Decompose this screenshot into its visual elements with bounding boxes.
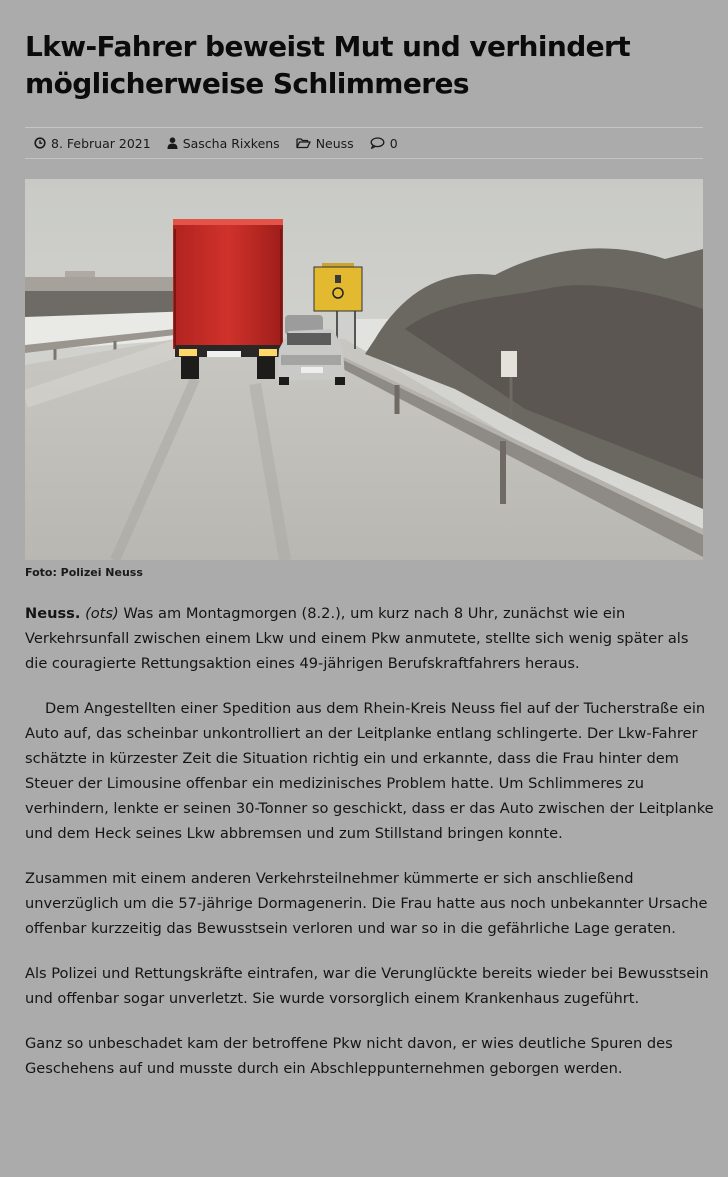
date-text: 8. Februar 2021: [51, 135, 151, 151]
paragraph: Als Polizei und Rettungskräfte eintrafen, war die Verunglückte bereits wieder bei Bewusstsein und offenbar sogar unverletzt. Sie wurde vorsorglich einem Krankenhaus zugeführt.: [25, 965, 709, 1007]
comment-icon: [370, 137, 385, 149]
photo-caption: Foto: Polizei Neuss: [25, 566, 143, 579]
user-icon: [167, 137, 178, 149]
paragraph: Zusammen mit einem anderen Verkehrsteilnehmer kümmerte er sich anschließend unverzüglich um die 57-jährige Dormagenerin. Die Frau hatte aus noch unbekannter Ursache offenbar kurzzeitig das Bewusstsein verloren und war so in die gefährliche Lage geraten.: [25, 870, 708, 937]
meta-category[interactable]: [296, 136, 354, 151]
paragraph: Dem Angestellten einer Spedition aus dem Rhein-Kreis Neuss fiel auf der Tucherstraße ein Auto auf, das scheinbar unkontrolliert an der Leitplanke entlang schlingerte. Der Lkw-Fahrer schätzte in kürzester Zeit die Situation richtig ein und erkannte, dass die Frau hinter dem Steuer der Limousine offenbar ein medizinisches Problem hatte. Um Schlimmeres zu verhindern, lenkte er seinen 30-Tonner so geschickt, dass er das Auto zwischen der Leitplanke und dem Heck seines Lkw abbremsen und zum Stillstand bringen konnte.: [25, 700, 714, 842]
article-title: Lkw-Fahrer beweist Mut und verhindert möglicherweise Schlimmeres: [25, 30, 631, 100]
meta-author[interactable]: [167, 136, 280, 151]
clock-icon: [34, 137, 46, 149]
paragraph-text: Was am Montagmorgen (8.2.), um kurz nach 8 Uhr, zunächst wie ein Verkehrsunfall zwischen einem Lkw und einem Pkw anmutete, stellte sich wenig später als die couragierte Rettungsaktion eines 49-jährigen Berufskraftfahrers heraus.: [25, 605, 689, 672]
paragraph: Ganz so unbeschadet kam der betroffene Pkw nicht davon, er wies deutliche Spuren des Geschehens auf und musste durch ein Abschleppunternehmen geborgen werden.: [25, 1035, 673, 1077]
author-link[interactable]: Sascha Rixkens: [182, 135, 280, 151]
article-meta: [25, 127, 703, 159]
meta-date: [34, 136, 151, 151]
article-body: [25, 601, 715, 1101]
paragraph: [25, 601, 715, 676]
dateline-place: Neuss.: [25, 605, 81, 622]
meta-comments[interactable]: [370, 136, 398, 151]
comments-count[interactable]: 0: [389, 135, 398, 151]
dateline-source: (ots): [85, 605, 119, 622]
category-link[interactable]: Neuss: [315, 135, 354, 151]
article-photo: [25, 179, 703, 560]
folder-open-icon: [296, 137, 311, 149]
